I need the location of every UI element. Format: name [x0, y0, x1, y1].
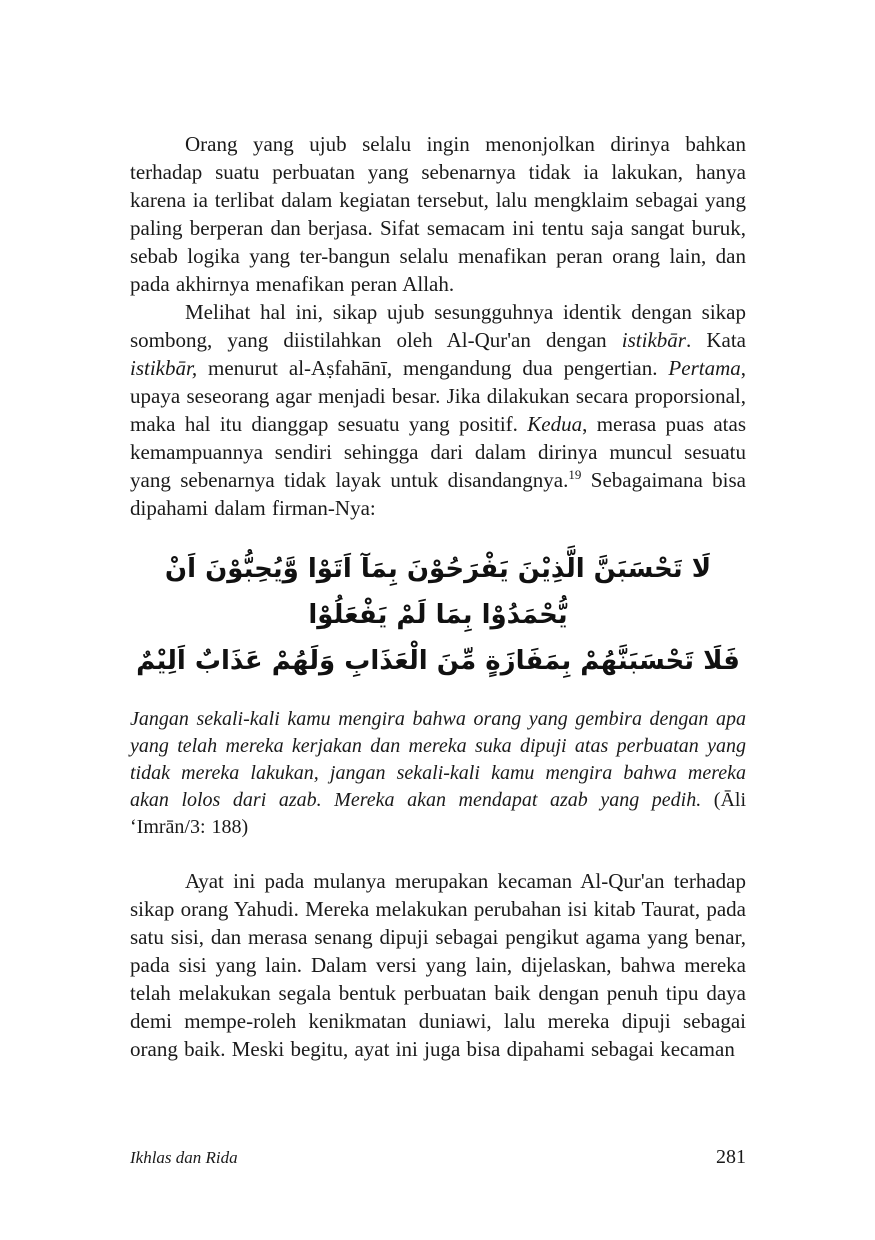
arabic-verse-line-1: لَا تَحْسَبَنَّ الَّذِيْنَ يَفْرَحُوْنَ بِمَآ اَتَوْا وَّيُحِبُّوْنَ اَنْ يُّحْمَدُوْا بِمَا لَمْ يَفْعَلُوْا — [164, 554, 712, 630]
quran-verse-arabic — [130, 546, 746, 684]
verse-translation: Jangan sekali-kali kamu mengira bahwa orang yang gembira dengan apa yang telah mereka kerjakan dan mereka suka dipuji atas perbuatan yang tidak mereka lakukan, jangan sekali-kali kamu mengira bahwa mereka akan lolos dari azab. Mereka akan mendapat azab yang pedih. (Āli ‘Imrān/3: 188) — [130, 708, 747, 838]
running-footer-book-title: Ikhlas dan Rida — [130, 1148, 238, 1167]
page-content — [130, 130, 746, 1063]
page-number: 281 — [716, 1146, 746, 1168]
page-footer — [130, 1146, 746, 1169]
paragraph-ujub: Orang yang ujub selalu ingin menonjolkan dirinya bahkan terhadap suatu perbuatan yang sebenarnya tidak ia lakukan, hanya karena ia terlibat dalam kegiatan tersebut, lalu mengklaim sebagai yang paling berperan dan berjasa. Sifat semacam ini tentu saja sangat buruk, sebab logika yang ter-bangun selalu menafikan peran orang lain, dan pada akhirnya menafikan peran Allah. — [130, 132, 746, 296]
arabic-verse-line-2: فَلَا تَحْسَبَنَّهُمْ بِمَفَازَةٍ مِّنَ الْعَذَابِ وَلَهُمْ عَذَابٌ اَلِيْمٌ — [136, 646, 740, 676]
paragraph-ayat-kecaman: Ayat ini pada mulanya merupakan kecaman Al-Qur'an terhadap sikap orang Yahudi. Mereka melakukan perubahan isi kitab Taurat, pada satu sisi, dan merasa senang dipuji sebagai pengikut agama yang benar, pada sisi yang lain. Dalam versi yang lain, dijelaskan, bahwa mereka telah melakukan segala bentuk perbuatan baik dengan penuh tipu daya demi mempe-roleh kenikmatan duniawi, lalu mereka dipuji sebagai orang baik. Meski begitu, ayat ini juga bisa dipahami sebagai kecaman — [130, 869, 746, 1061]
paragraph-istikbar: Melihat hal ini, sikap ujub sesungguhnya identik dengan sikap sombong, yang diistilahkan oleh Al-Qur'an dengan istikbār. Kata istikbār, menurut al-Aṣfahānī, mengandung dua pengertian. Pertama, upaya seseorang agar menjadi besar. Jika dilakukan secara proporsional, maka hal itu dianggap sesuatu yang positif. Kedua, merasa puas atas kemampuannya sendiri sehingga dari dalam dirinya muncul sesuatu yang sebenarnya tidak layak untuk disandangnya.$^{19}$ Sebagaimana bisa dipahami dalam firman-Nya: — [130, 300, 747, 520]
